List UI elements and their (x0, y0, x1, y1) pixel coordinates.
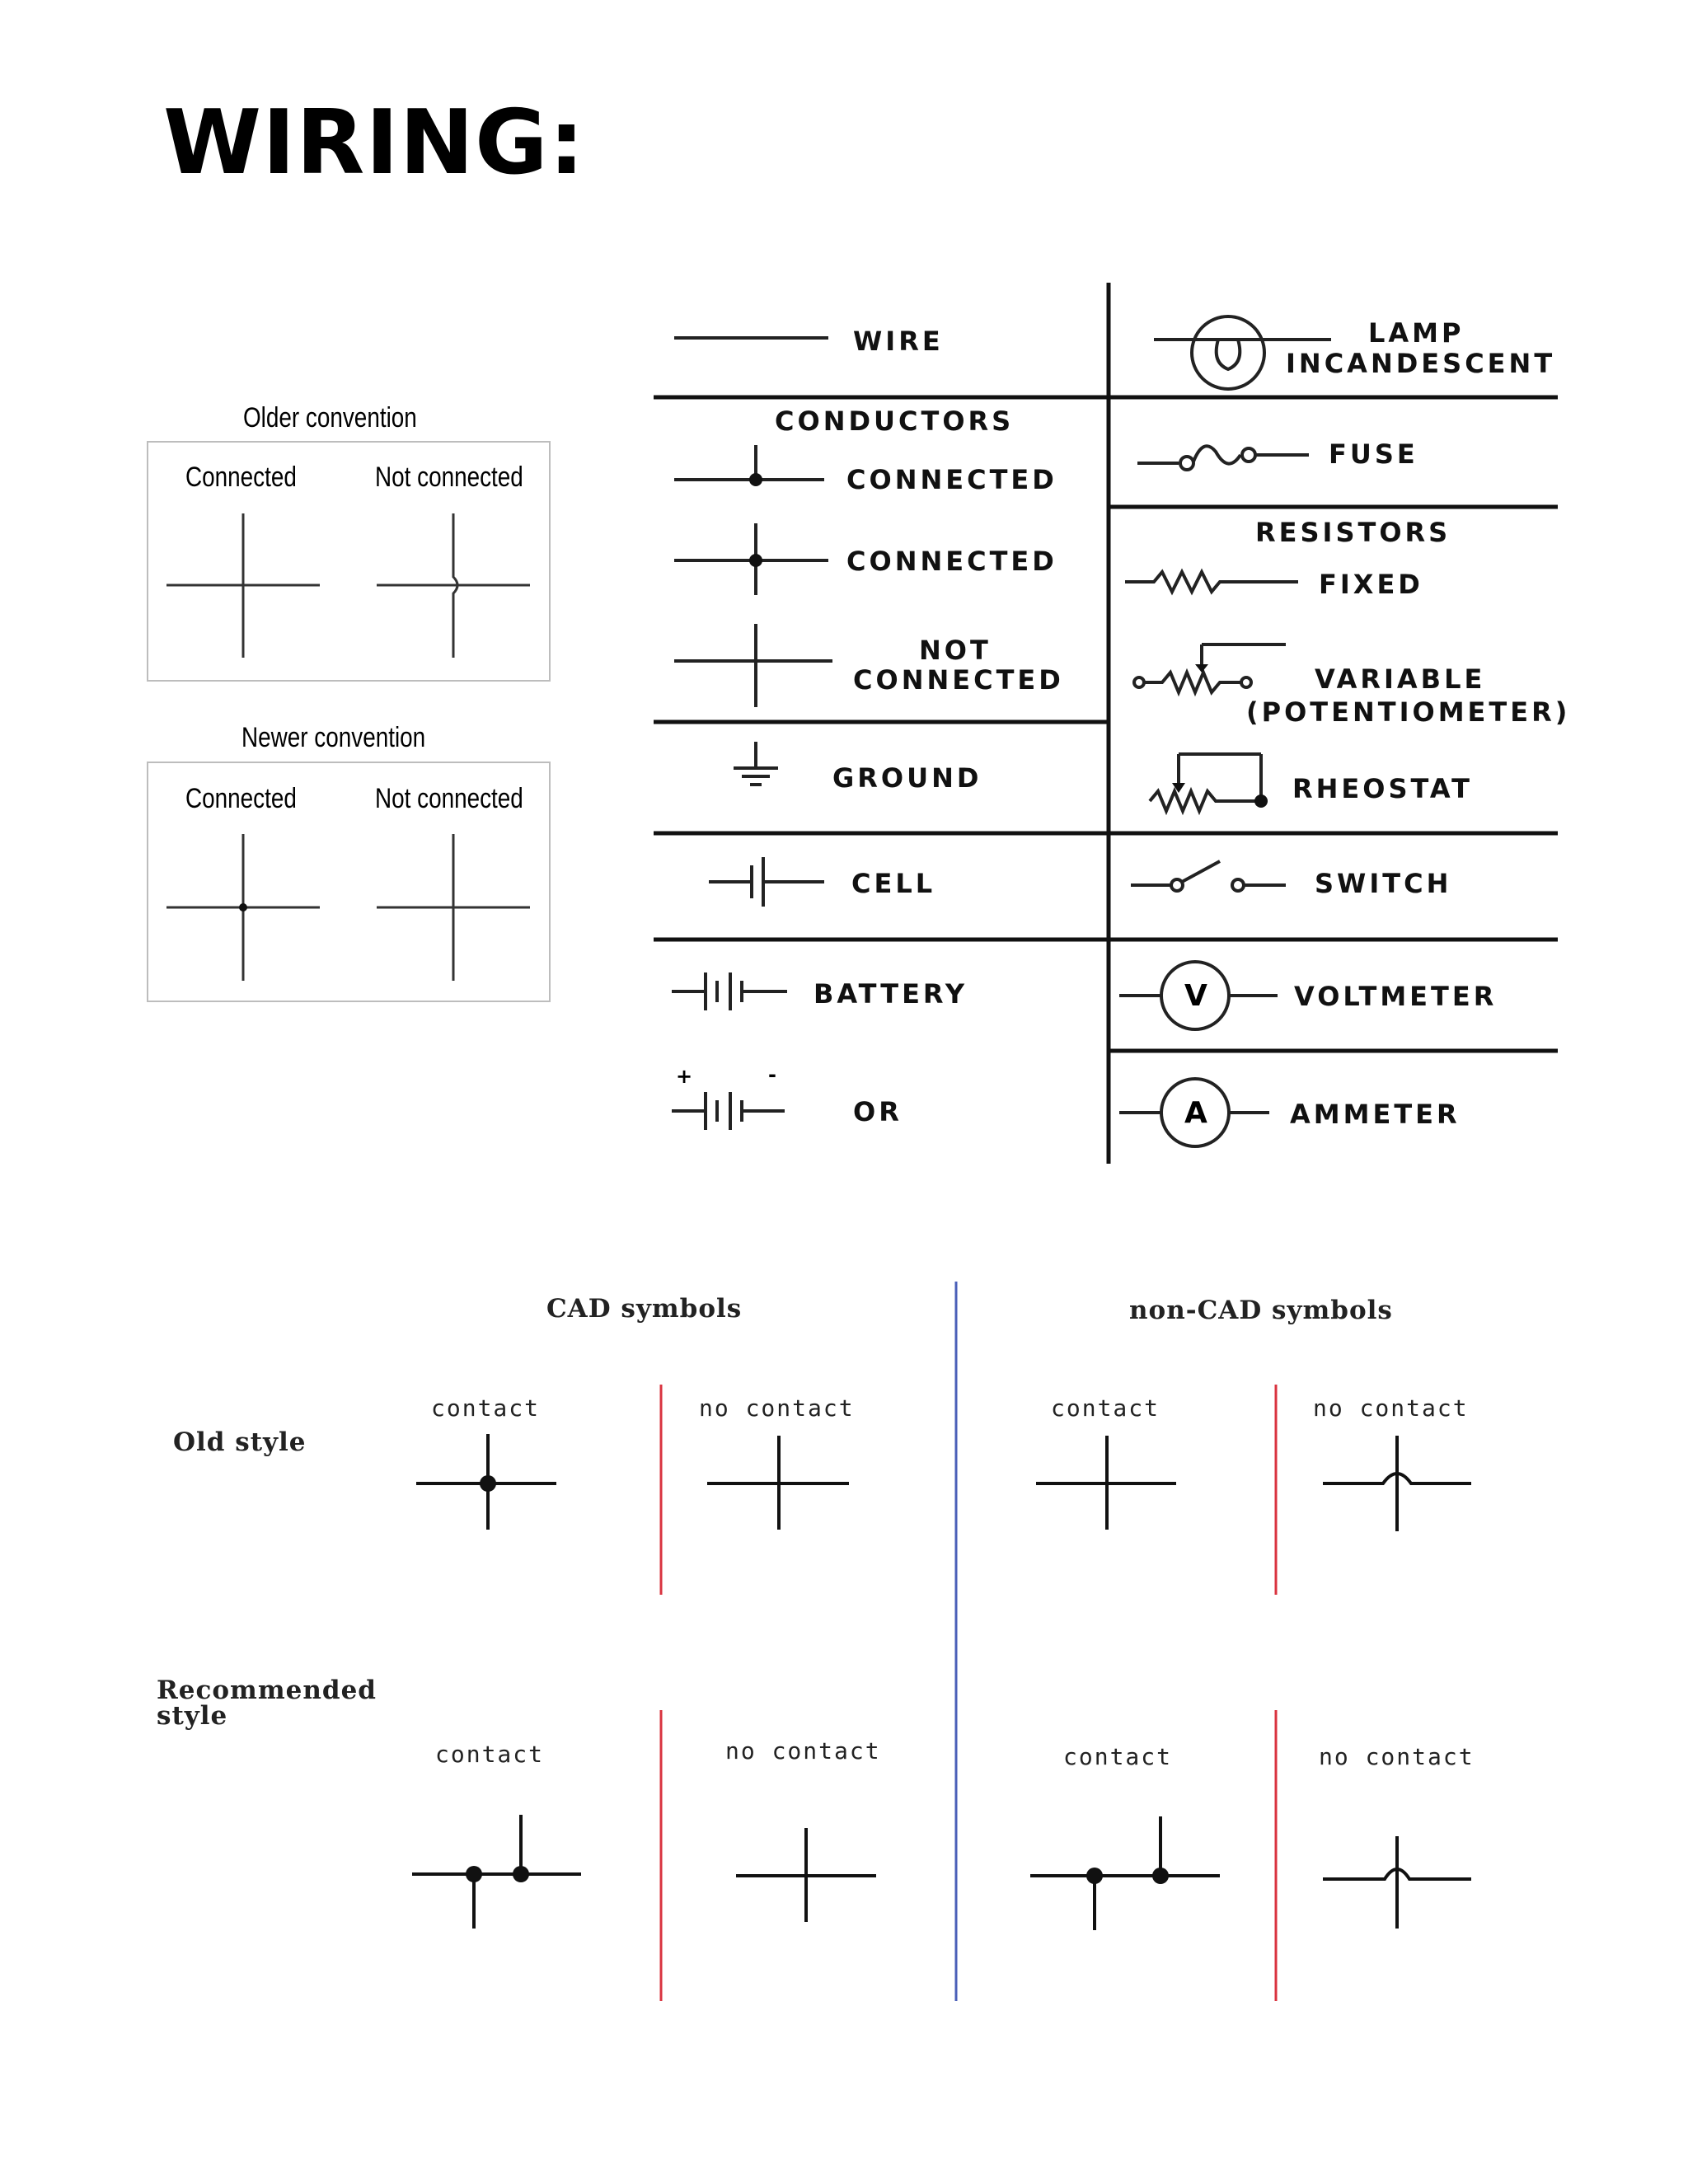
label-conductors: CONDUCTORS (775, 405, 1015, 437)
cad-old-nocontact-label: no contact (699, 1394, 855, 1422)
cad-heading: CAD symbols (546, 1294, 743, 1324)
label-variable: VARIABLE (1315, 663, 1486, 695)
noncad-rec-contact-label: contact (1063, 1743, 1173, 1770)
recommended-style-label: style (157, 1701, 228, 1731)
cad-rec-contact-dot-1 (466, 1866, 482, 1882)
cad-rec-contact-label: contact (435, 1741, 545, 1768)
older-convention-title: Older convention (243, 402, 417, 434)
newer-not-connected-label: Not connected (375, 783, 523, 814)
label-lamp: LAMP (1368, 317, 1465, 349)
label-incandescent: INCANDESCENT (1286, 348, 1556, 379)
label-fixed: FIXED (1319, 569, 1423, 600)
label-ammeter: AMMETER (1290, 1099, 1461, 1130)
old-style-label: Old style (173, 1427, 307, 1457)
ammeter-letter: A (1184, 1096, 1207, 1130)
noncad-rec-contact-dot-2 (1152, 1868, 1169, 1884)
voltmeter-letter: V (1184, 979, 1207, 1013)
newer-convention-title: Newer convention (241, 722, 426, 753)
label-ground: GROUND (832, 762, 982, 794)
battery-minus-sign: - (768, 1063, 776, 1086)
cad-rec-contact-dot-2 (513, 1866, 529, 1882)
label-battery: BATTERY (814, 978, 968, 1010)
recommended-label: Recommended (157, 1675, 377, 1705)
cad-old-contact-dot (480, 1475, 496, 1492)
label-connected-1: CONNECTED (846, 464, 1057, 495)
cad-rec-nocontact-label: no contact (725, 1737, 881, 1765)
label-potentiometer: (POTENTIOMETER) (1246, 696, 1571, 728)
label-wire: WIRE (853, 326, 944, 357)
label-fuse: FUSE (1329, 438, 1418, 470)
noncad-rec-contact-dot-1 (1086, 1868, 1103, 1884)
older-not-connected-label: Not connected (375, 462, 523, 493)
label-not-connected: CONNECTED (853, 664, 1064, 696)
older-connected-label: Connected (185, 462, 297, 493)
label-rheostat: RHEOSTAT (1292, 773, 1473, 804)
label-voltmeter: VOLTMETER (1294, 981, 1498, 1012)
page-title: WIRING: (163, 91, 585, 194)
noncad-old-contact-label: contact (1051, 1394, 1160, 1422)
label-cell: CELL (851, 868, 936, 899)
battery-plus-sign: + (676, 1065, 693, 1088)
newer-connected-label: Connected (185, 783, 297, 814)
label-switch: SWITCH (1315, 868, 1452, 899)
noncad-old-nocontact-label: no contact (1313, 1394, 1469, 1422)
noncad-rec-nocontact-label: no contact (1319, 1743, 1475, 1770)
label-connected-2: CONNECTED (846, 546, 1057, 577)
noncad-heading: non-CAD symbols (1129, 1296, 1393, 1325)
label-not: NOT (919, 635, 992, 666)
label-or: OR (853, 1096, 903, 1127)
cad-old-contact-label: contact (431, 1394, 541, 1422)
label-resistors: RESISTORS (1255, 517, 1451, 548)
